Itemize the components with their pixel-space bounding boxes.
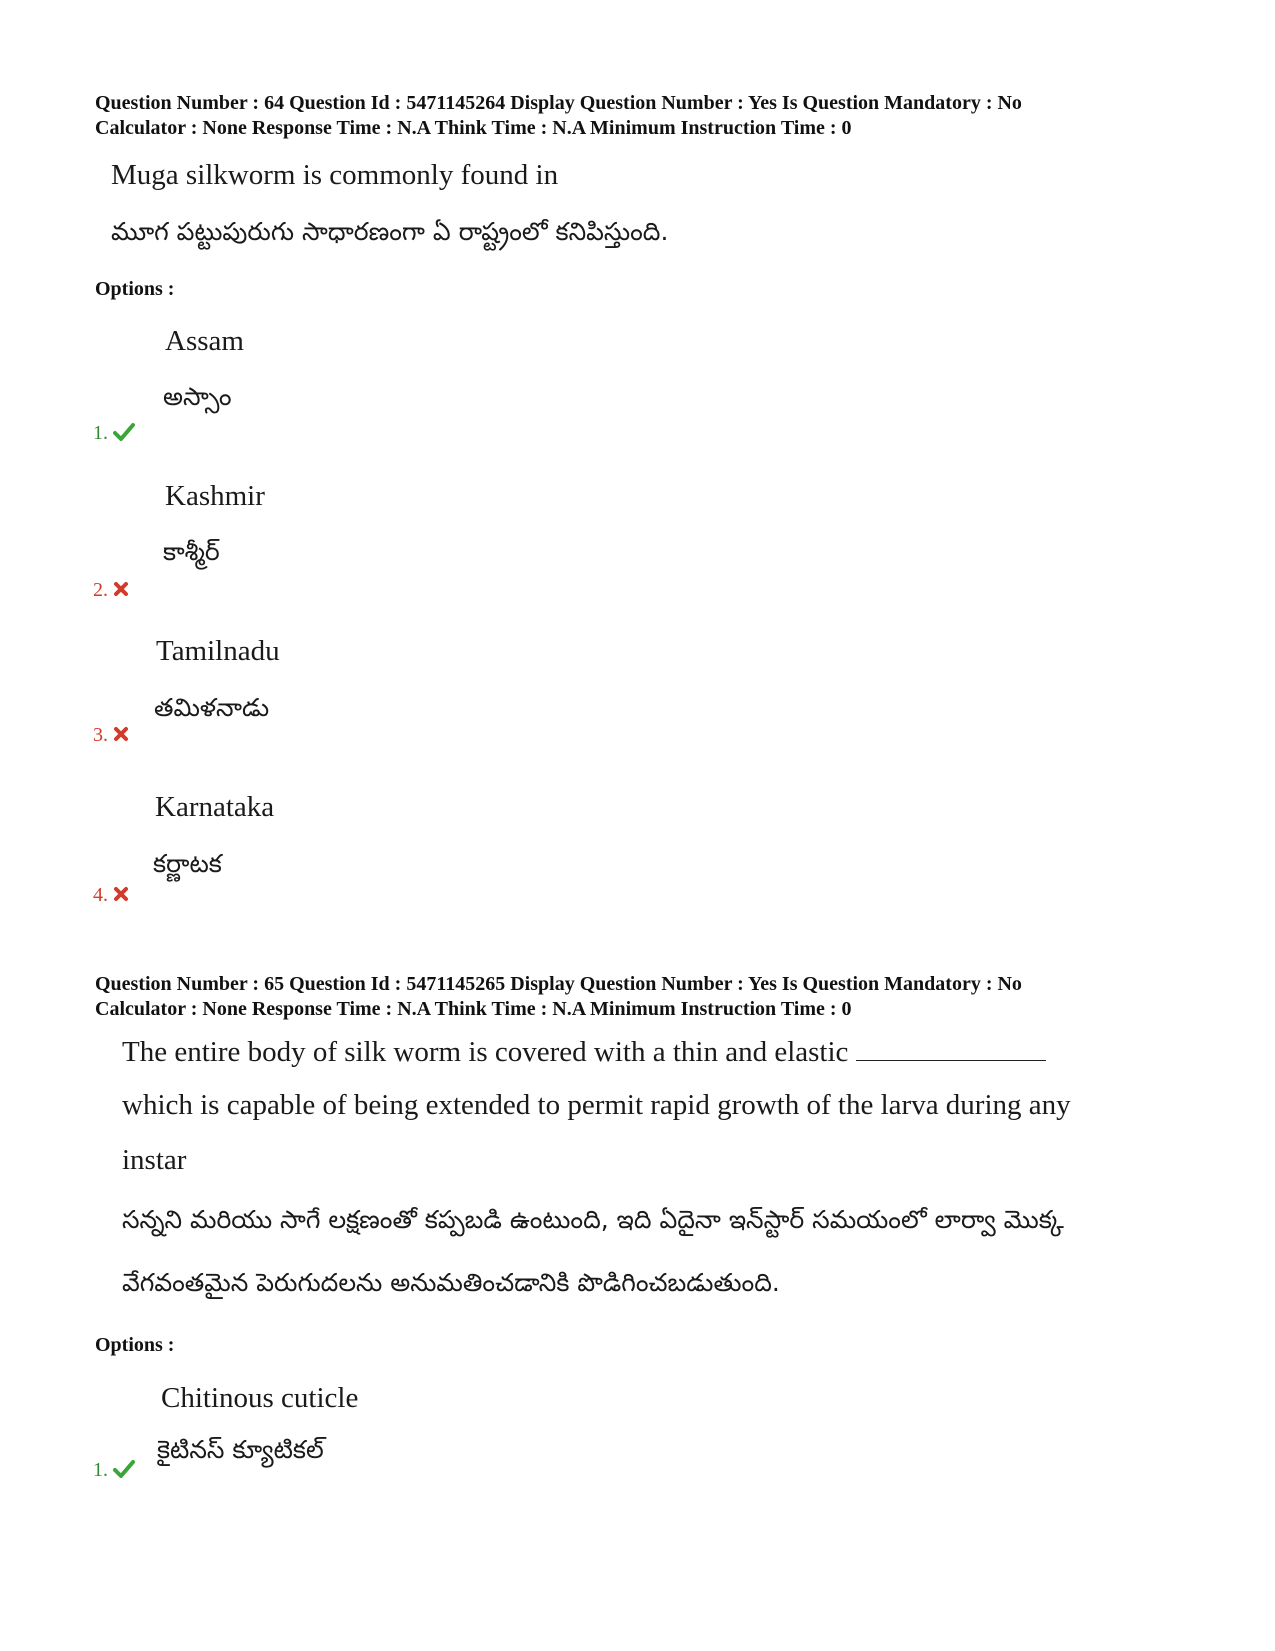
option-number (93, 579, 129, 602)
question-text-en-segment: The entire body of silk worm is covered with a thin and elastic (122, 1036, 849, 1068)
option-text-te: కైటినస్ క్యూటికల్ (157, 1435, 324, 1464)
check-icon (113, 1460, 135, 1483)
options-label: Options : (95, 1334, 175, 1356)
option-text-en: Kashmir (165, 480, 265, 512)
options-label: Options : (95, 278, 175, 300)
option-number-label: 3. (93, 724, 108, 746)
option-number-label: 2. (93, 579, 108, 601)
question-text-en-line-2: which is capable of being extended to permit rapid growth of the larva during any (122, 1089, 1071, 1121)
question-text-en-line-3: instar (122, 1144, 187, 1176)
option-number (93, 1459, 135, 1483)
question-text-te-line-2: వేగవంతమైన పెరుగుదలను అనుమతించడానికి పొడిగించబడుతుంది. (122, 1268, 780, 1297)
option-text-te: అస్సాం (163, 382, 232, 411)
option-number-label: 1. (93, 1459, 108, 1481)
option-text-te: కాశ్మీర్ (163, 537, 220, 566)
option-number (93, 422, 135, 446)
question-meta (95, 972, 1022, 1022)
check-icon (113, 423, 135, 446)
cross-icon (113, 885, 129, 907)
option-text-te: కర్ణాటక (153, 849, 222, 878)
option-number (93, 724, 129, 747)
question-meta-line-2: Calculator : None Response Time : N.A Think Time : N.A Minimum Instruction Time : 0 (95, 998, 852, 1020)
option-number-label: 1. (93, 422, 108, 444)
question-meta-line-1: Question Number : 64 Question Id : 5471145264 Display Question Number : Yes Is Question Mandatory : No (95, 92, 1022, 114)
option-text-en: Chitinous cuticle (161, 1382, 359, 1414)
option-text-en: Assam (165, 325, 244, 357)
option-number-label: 4. (93, 884, 108, 906)
option-number (93, 884, 129, 907)
question-text-en-line-1 (122, 1035, 1046, 1069)
question-meta-line-1: Question Number : 65 Question Id : 5471145265 Display Question Number : Yes Is Question Mandatory : No (95, 973, 1022, 995)
answer-blank (856, 1036, 1046, 1061)
question-text-te-line-1: సన్నని మరియు సాగే లక్షణంతో కప్పబడి ఉంటుంది, ఇది ఏదైనా ఇన్‌స్టార్ సమయంలో లార్వా మొక్క (122, 1205, 1064, 1234)
question-text-te: మూగ పట్టుపురుగు సాధారణంగా ఏ రాష్ట్రంలో కనిపిస్తుంది. (111, 217, 669, 246)
option-text-en: Tamilnadu (156, 635, 280, 667)
question-text-en: Muga silkworm is commonly found in (111, 159, 559, 191)
cross-icon (113, 725, 129, 747)
question-meta-line-2: Calculator : None Response Time : N.A Think Time : N.A Minimum Instruction Time : 0 (95, 117, 852, 139)
option-text-te: తమిళనాడు (154, 693, 270, 722)
question-meta (95, 91, 1022, 141)
option-text-en: Karnataka (155, 791, 275, 823)
cross-icon (113, 580, 129, 602)
